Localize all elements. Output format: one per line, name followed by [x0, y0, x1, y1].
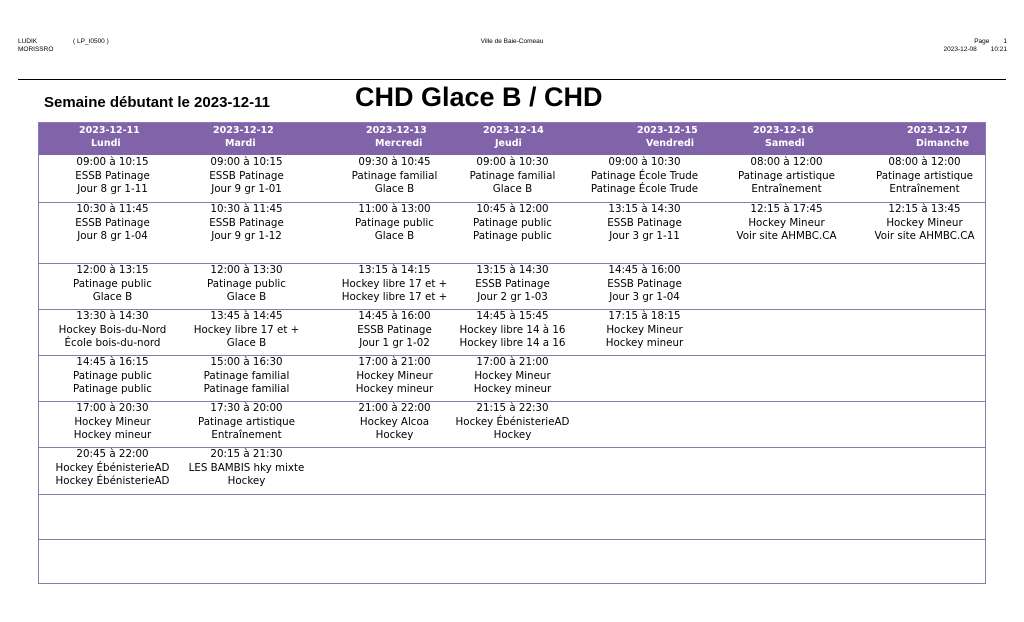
slot-time: 10:30 à 11:45 — [76, 203, 149, 215]
slot-time: 20:15 à 21:30 — [210, 448, 283, 460]
day-name: Lundi — [91, 138, 121, 149]
day-header-samedi — [753, 124, 887, 150]
slot-activity: Patinage École Trude — [590, 169, 699, 182]
schedule-slot[interactable] — [45, 310, 180, 351]
schedule-slot[interactable] — [719, 203, 854, 244]
slot-activity: Patinage artistique — [197, 415, 296, 428]
slot-detail: Jour 1 gr 1-02 — [359, 337, 430, 349]
day-date: 2023-12-17 — [907, 125, 968, 136]
slot-detail: Patinage École Trude — [590, 183, 699, 195]
slot-detail: Glace B — [226, 291, 267, 303]
slot-time: 12:00 à 13:30 — [210, 264, 283, 276]
schedule-slot[interactable] — [857, 203, 992, 244]
slot-activity: Hockey Mineur — [74, 415, 151, 428]
slot-time: 09:00 à 10:15 — [210, 156, 283, 168]
schedule-slot[interactable] — [445, 356, 580, 397]
slot-time: 15:00 à 16:30 — [210, 356, 283, 368]
schedule-slot[interactable] — [577, 156, 712, 197]
slot-time: 13:15 à 14:30 — [608, 203, 681, 215]
slot-detail: Glace B — [374, 230, 415, 242]
schedule-slot[interactable] — [45, 264, 180, 305]
slot-activity: Hockey Mineur — [886, 216, 963, 229]
schedule-slot[interactable] — [445, 156, 580, 197]
slot-activity: Hockey libre 17 et + — [341, 277, 448, 290]
slot-detail: Jour 9 gr 1-01 — [211, 183, 282, 195]
slot-detail: Glace B — [226, 337, 267, 349]
slot-activity: Hockey libre 17 et + — [193, 323, 300, 336]
schedule-slot[interactable] — [45, 356, 180, 397]
schedule-slot[interactable] — [445, 310, 580, 351]
slot-activity: ESSB Patinage — [209, 169, 284, 182]
slot-activity: Patinage public — [355, 216, 434, 229]
slot-time: 13:30 à 14:30 — [76, 310, 149, 322]
header-divider — [18, 79, 1006, 80]
schedule-slot[interactable] — [445, 402, 580, 443]
slot-activity: LES BAMBIS hky mixte — [188, 461, 305, 474]
slot-activity: Hockey Mineur — [606, 323, 683, 336]
slot-detail: Jour 3 gr 1-11 — [609, 230, 680, 242]
slot-time: 12:00 à 13:15 — [76, 264, 149, 276]
slot-activity: ESSB Patinage — [75, 169, 150, 182]
slot-detail: Voir site AHMBC.CA — [874, 230, 975, 242]
slot-time: 17:30 à 20:00 — [210, 402, 283, 414]
slot-detail: Glace B — [492, 183, 533, 195]
slot-activity: Patinage artistique — [737, 169, 836, 182]
week-label: Semaine débutant le 2023-12-11 — [44, 94, 270, 111]
slot-detail: Jour 3 gr 1-04 — [609, 291, 680, 303]
slot-detail: Patinage public — [473, 230, 552, 242]
schedule-slot[interactable] — [45, 448, 180, 489]
day-header-lundi — [79, 124, 213, 150]
report-code: ( LP_I0500 ) — [73, 38, 109, 45]
slot-detail: Entraînement — [889, 183, 960, 195]
slot-time: 08:00 à 12:00 — [750, 156, 823, 168]
slot-activity: Patinage public — [207, 277, 286, 290]
day-header-dimanche — [907, 124, 1024, 150]
slot-activity: Hockey Bois-du-Nord — [58, 323, 167, 336]
slot-detail: Jour 8 gr 1-11 — [77, 183, 148, 195]
slot-activity: ESSB Patinage — [75, 216, 150, 229]
slot-time: 14:45 à 16:00 — [608, 264, 681, 276]
slot-detail: Glace B — [374, 183, 415, 195]
schedule-slot[interactable] — [577, 203, 712, 244]
day-name: Vendredi — [646, 138, 695, 149]
slot-detail: Jour 8 gr 1-04 — [77, 230, 148, 242]
day-date: 2023-12-11 — [79, 125, 140, 136]
print-date: 2023-12-08 — [943, 46, 977, 53]
slot-activity: Hockey ÉbénisterieAD — [55, 461, 170, 474]
slot-activity: Hockey Mineur — [748, 216, 825, 229]
day-header-mercredi — [366, 124, 500, 150]
schedule-slot[interactable] — [445, 203, 580, 244]
slot-time: 10:45 à 12:00 — [476, 203, 549, 215]
page-title: CHD Glace B / CHD — [355, 82, 603, 112]
day-date: 2023-12-12 — [213, 125, 274, 136]
slot-activity: Hockey Mineur — [474, 369, 551, 382]
print-time: 10:21 — [990, 46, 1007, 53]
day-date: 2023-12-13 — [366, 125, 427, 136]
day-name: Mercredi — [375, 138, 423, 149]
slot-time: 21:15 à 22:30 — [476, 402, 549, 414]
schedule-slot[interactable] — [327, 310, 462, 351]
schedule-slot[interactable] — [327, 203, 462, 244]
slot-detail: Hockey — [375, 429, 414, 441]
schedule-slot[interactable] — [719, 156, 854, 197]
schedule-slot[interactable] — [179, 402, 314, 443]
schedule-slot[interactable] — [445, 264, 580, 305]
day-header-mardi — [213, 124, 347, 150]
schedule-slot[interactable] — [577, 264, 712, 305]
schedule-slot[interactable] — [327, 156, 462, 197]
slot-activity: Hockey Alcoa — [359, 415, 430, 428]
slot-time: 13:15 à 14:30 — [476, 264, 549, 276]
day-name: Samedi — [765, 138, 805, 149]
slot-time: 09:00 à 10:15 — [76, 156, 149, 168]
slot-detail: Hockey mineur — [355, 383, 434, 395]
slot-time: 09:00 à 10:30 — [476, 156, 549, 168]
schedule-slot[interactable] — [857, 156, 992, 197]
slot-activity: Patinage public — [73, 277, 152, 290]
schedule-slot[interactable] — [327, 356, 462, 397]
slot-time: 21:00 à 22:00 — [358, 402, 431, 414]
slot-activity: Hockey libre 14 à 16 — [459, 323, 566, 336]
slot-detail: Hockey — [493, 429, 532, 441]
slot-time: 11:00 à 13:00 — [358, 203, 431, 215]
day-name: Dimanche — [916, 138, 970, 149]
schedule-slot[interactable] — [179, 310, 314, 351]
slot-time: 09:00 à 10:30 — [608, 156, 681, 168]
slot-time: 17:00 à 21:00 — [358, 356, 431, 368]
schedule-slot[interactable] — [179, 448, 314, 489]
schedule-slot[interactable] — [45, 203, 180, 244]
slot-activity: Hockey Mineur — [356, 369, 433, 382]
day-date: 2023-12-14 — [483, 125, 544, 136]
slot-time: 12:15 à 13:45 — [888, 203, 961, 215]
day-header-jeudi — [483, 124, 617, 150]
slot-detail: Hockey mineur — [73, 429, 152, 441]
organization-name: Ville de Baie-Comeau — [480, 38, 544, 45]
slot-activity: ESSB Patinage — [607, 277, 682, 290]
slot-detail: Glace B — [92, 291, 133, 303]
slot-detail: Entraînement — [751, 183, 822, 195]
slot-detail: Hockey libre 17 et + — [341, 291, 448, 303]
slot-activity: Patinage familial — [351, 169, 438, 182]
schedule-slot[interactable] — [45, 156, 180, 197]
schedule-grid — [38, 122, 986, 584]
slot-time: 17:00 à 21:00 — [476, 356, 549, 368]
schedule-slot[interactable] — [577, 310, 712, 351]
slot-detail: Hockey — [227, 475, 266, 487]
slot-time: 13:45 à 14:45 — [210, 310, 283, 322]
slot-activity: ESSB Patinage — [209, 216, 284, 229]
schedule-slot[interactable] — [45, 402, 180, 443]
slot-time: 09:30 à 10:45 — [358, 156, 431, 168]
day-name: Jeudi — [495, 138, 522, 149]
day-name: Mardi — [225, 138, 256, 149]
slot-detail: École bois-du-nord — [64, 337, 161, 349]
page-label: Page — [974, 38, 990, 45]
schedule-slot[interactable] — [179, 264, 314, 305]
slot-time: 08:00 à 12:00 — [888, 156, 961, 168]
slot-activity: Patinage public — [473, 216, 552, 229]
schedule-slot[interactable] — [179, 356, 314, 397]
app-name: LUDIK — [18, 38, 38, 45]
day-date: 2023-12-16 — [753, 125, 814, 136]
slot-time: 17:00 à 20:30 — [76, 402, 149, 414]
slot-detail: Hockey ÉbénisterieAD — [55, 475, 170, 487]
slot-detail: Patinage public — [73, 383, 152, 395]
report-header-right — [943, 38, 1007, 54]
slot-detail: Voir site AHMBC.CA — [736, 230, 837, 242]
slot-detail: Jour 9 gr 1-12 — [211, 230, 282, 242]
slot-activity: Hockey ÉbénisterieAD — [455, 415, 570, 428]
slot-detail: Hockey libre 14 a 16 — [459, 337, 566, 349]
slot-time: 14:45 à 16:00 — [358, 310, 431, 322]
slot-activity: Patinage familial — [203, 369, 290, 382]
slot-activity: Patinage familial — [469, 169, 556, 182]
slot-detail: Jour 2 gr 1-03 — [477, 291, 548, 303]
slot-detail: Hockey mineur — [605, 337, 684, 349]
row-divider — [39, 539, 985, 540]
slot-time: 12:15 à 17:45 — [750, 203, 823, 215]
day-date: 2023-12-15 — [637, 125, 698, 136]
slot-detail: Hockey mineur — [473, 383, 552, 395]
user-name: MORISSRO — [18, 46, 54, 53]
day-header-vendredi — [637, 124, 771, 150]
slot-activity: ESSB Patinage — [475, 277, 550, 290]
schedule-slot[interactable] — [327, 264, 462, 305]
slot-time: 13:15 à 14:15 — [358, 264, 431, 276]
slot-activity: ESSB Patinage — [357, 323, 432, 336]
row-divider — [39, 494, 985, 495]
slot-time: 14:45 à 15:45 — [476, 310, 549, 322]
schedule-slot[interactable] — [179, 203, 314, 244]
slot-detail: Entraînement — [211, 429, 282, 441]
slot-activity: Patinage public — [73, 369, 152, 382]
schedule-slot[interactable] — [327, 402, 462, 443]
slot-time: 10:30 à 11:45 — [210, 203, 283, 215]
slot-time: 17:15 à 18:15 — [608, 310, 681, 322]
page-number: 1 — [1003, 38, 1007, 45]
slot-activity: Patinage artistique — [875, 169, 974, 182]
slot-activity: ESSB Patinage — [607, 216, 682, 229]
schedule-slot[interactable] — [179, 156, 314, 197]
slot-detail: Patinage familial — [203, 383, 290, 395]
slot-time: 20:45 à 22:00 — [76, 448, 149, 460]
slot-time: 14:45 à 16:15 — [76, 356, 149, 368]
